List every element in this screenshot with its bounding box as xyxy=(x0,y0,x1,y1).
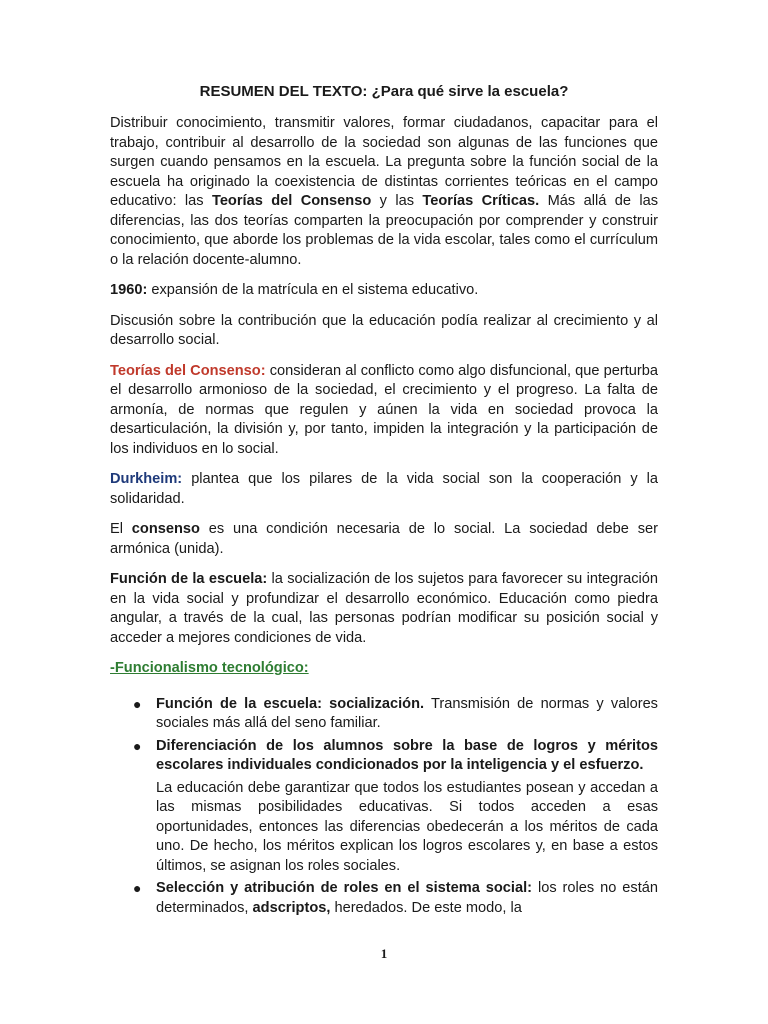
list-item xyxy=(133,695,658,734)
consenso-label: Teorías del Consenso: xyxy=(110,362,266,379)
condition-text: es una condición necesaria de lo social. La sociedad debe ser armónica (unida). xyxy=(110,521,658,557)
bullet-icon: ● xyxy=(133,737,142,754)
bullet-title: Diferenciación de los alumnos sobre la base de logros y méritos escolares individuales condicionados por la inteligencia y el esfuerzo. xyxy=(156,737,658,773)
intro-text-end: Más allá de las diferencias, las dos teorías comparten la preocupación por comprender y construir conocimiento, que aborde los problemas de la vida escolar, tales como el currículum o la relación docente-alumno. xyxy=(110,193,658,268)
section-heading xyxy=(110,659,658,679)
condition-term: consenso xyxy=(131,521,200,537)
page-number: 1 xyxy=(380,946,388,961)
consenso-condition-paragraph xyxy=(110,520,658,559)
consenso-paragraph xyxy=(110,362,658,460)
bullet-icon: ● xyxy=(133,695,142,712)
bullet-text: Transmisión de normas y valores sociales más allá del seno familiar. xyxy=(156,695,658,731)
funcion-label: Función de la escuela: xyxy=(110,571,268,587)
bullet-text: los roles no están determinados, xyxy=(156,880,658,916)
bullet-title: Selección y atribución de roles en el sistema social: xyxy=(156,880,533,896)
year-text: expansión de la matrícula en el sistema educativo. xyxy=(147,282,479,298)
consenso-term: Teorías del Consenso xyxy=(211,193,372,209)
condition-prefix: El xyxy=(110,521,132,537)
document-title: RESUMEN DEL TEXTO: ¿Para qué sirve la escuela? xyxy=(199,83,569,100)
adscriptos-term: adscriptos, xyxy=(252,899,331,916)
discussion-paragraph: Discusión sobre la contribución que la educación podía realizar al crecimiento y al desarrollo social. xyxy=(110,312,658,348)
intro-paragraph xyxy=(110,114,658,270)
bullet-title: Función de la escuela: socialización. xyxy=(156,695,425,712)
durkheim-paragraph xyxy=(110,470,658,509)
intro-connector: y las xyxy=(371,193,423,209)
intro-text: Distribuir conocimiento, transmitir valores, formar ciudadanos, capacitar para el trabajo, contribuir al desarrollo de la sociedad son algunas de las funciones que surgen cuando pensamos en la escuela. La pregunta sobre la función social de la escuela ha originado la coexistencia de distintas corrientes teóricas en el campo educativo: las xyxy=(110,115,658,209)
durkheim-text: plantea que los pilares de la vida social son la cooperación y la solidaridad. xyxy=(110,471,658,507)
list-item xyxy=(133,737,658,877)
year-paragraph xyxy=(110,281,658,301)
durkheim-label: Durkheim: xyxy=(110,471,183,487)
criticas-term: Teorías Críticas. xyxy=(422,193,540,209)
consenso-text: consideran al conflicto como algo disfuncional, que perturba el desarrollo armonioso de la sociedad, el crecimiento y el progreso. La falta de armonía, de normas que regulen y aúnen la vida en sociedad provoca la desarticulación, la división y, por tanto, impiden la integración y la participación de los individuos en lo social. xyxy=(110,362,658,457)
bullet-list xyxy=(110,695,658,919)
list-item xyxy=(133,879,658,918)
bullet-icon: ● xyxy=(133,880,142,896)
year-label: 1960: xyxy=(110,282,148,298)
bullet-text-end: heredados. De este modo, la xyxy=(330,899,522,916)
funcion-text: la socialización de los sujetos para favorecer su integración en la vida social y profundizar el desarrollo económico. Educación como piedra angular, a través de la cual, las personas podrían modificar su posición social y acceder a mejores condiciones de vida. xyxy=(110,571,658,646)
funcion-paragraph xyxy=(110,570,658,648)
bullet-subtext: La educación debe garantizar que todos los estudiantes posean y accedan a las mismas posibilidades educativas. Si todos acceden a esas oportunidades, entonces las diferencias obedecerán a los méritos de cada uno. De hecho, los méritos explican los logros escolares y, en base a estos últimos, se asignan los roles sociales. xyxy=(156,779,658,874)
funcionalismo-heading: -Funcionalismo tecnológico: xyxy=(110,660,309,676)
